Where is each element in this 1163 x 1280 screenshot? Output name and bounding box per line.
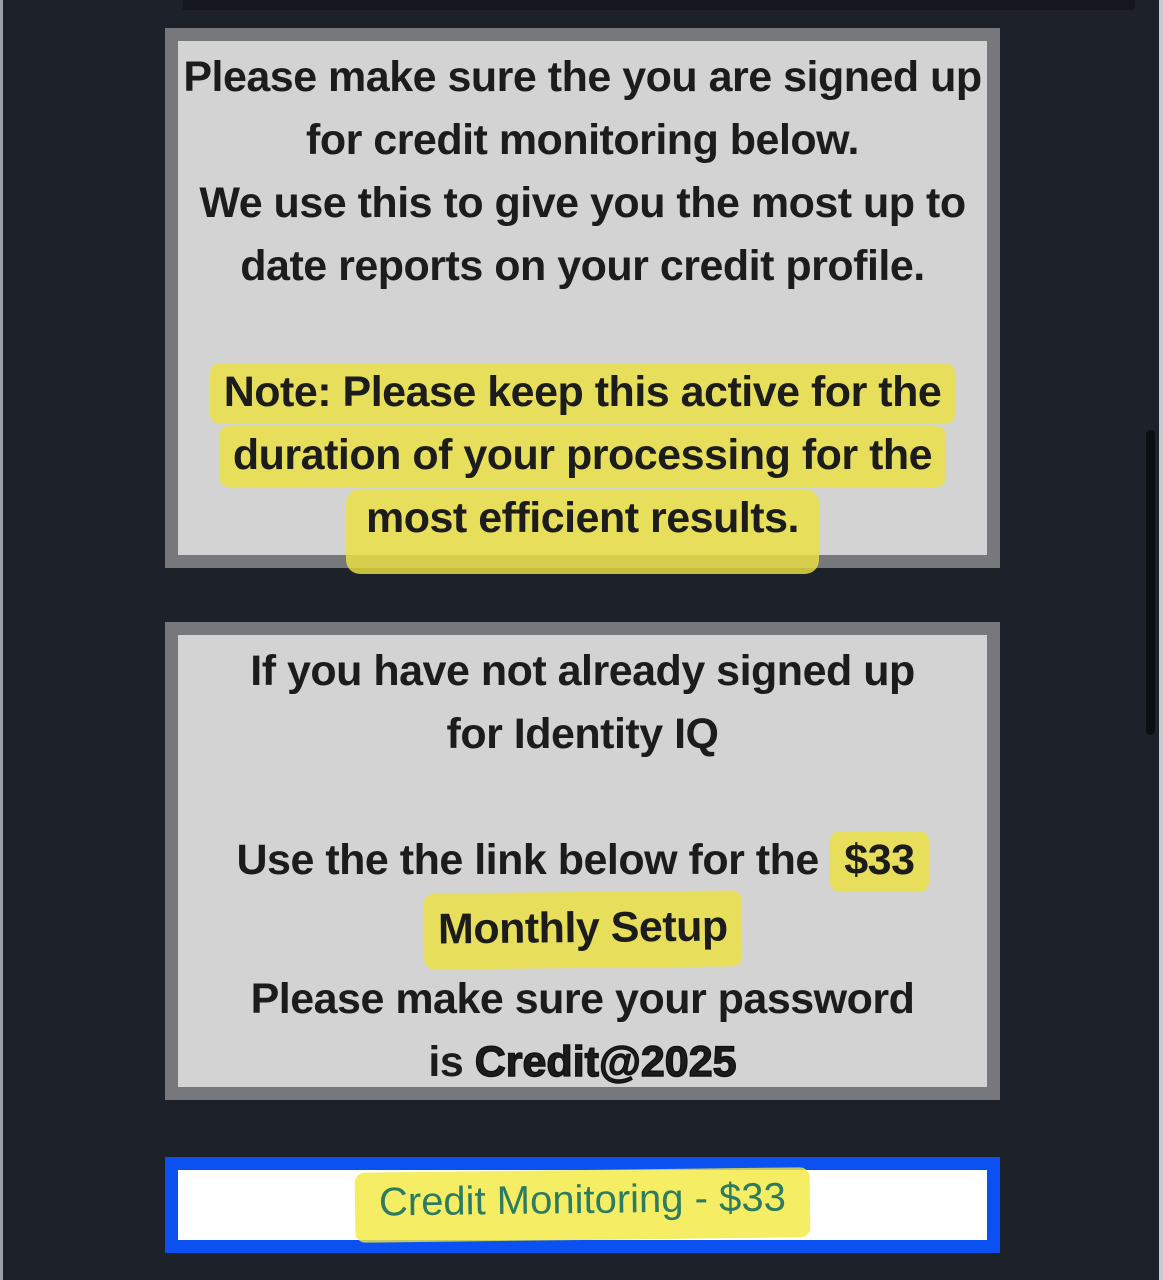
info-line: for Identity IQ	[446, 710, 719, 758]
credit-monitoring-link-box	[165, 1157, 1000, 1253]
window-left-edge	[0, 0, 3, 1280]
info-line: Please make sure your password	[250, 975, 915, 1023]
info-line: Use the the link below for the $33	[178, 829, 987, 892]
spacer	[178, 298, 987, 361]
scrollbar-thumb[interactable]	[1146, 430, 1155, 735]
top-image-edge	[183, 0, 1135, 10]
info-line: We use this to give you the most up to	[199, 179, 966, 227]
identity-iq-signup-card	[165, 622, 1000, 1100]
info-line: for credit monitoring below.	[306, 116, 859, 164]
note-line-highlighted: most efficient results.	[178, 487, 987, 550]
credit-monitoring-info-card	[165, 28, 1000, 568]
info-line: date reports on your credit profile.	[240, 242, 925, 290]
spacer	[178, 766, 987, 829]
note-line-highlighted: duration of your processing for the	[178, 424, 987, 487]
identity-iq-signup-text	[178, 635, 987, 1094]
price-highlight: $33	[830, 831, 928, 892]
info-line: If you have not already signed up	[250, 647, 915, 695]
credit-monitoring-link[interactable]: Credit Monitoring - $33	[355, 1170, 810, 1240]
password-value: Credit@2025	[474, 1038, 737, 1086]
window-right-edge	[1159, 0, 1163, 1280]
note-line-highlighted: Note: Please keep this active for the	[178, 361, 987, 424]
info-line-highlighted: Monthly Setup	[178, 892, 987, 968]
info-line: is Credit@2025	[428, 1038, 737, 1086]
credit-monitoring-info-text	[178, 41, 987, 550]
info-line: Please make sure the you are signed up	[183, 53, 982, 101]
